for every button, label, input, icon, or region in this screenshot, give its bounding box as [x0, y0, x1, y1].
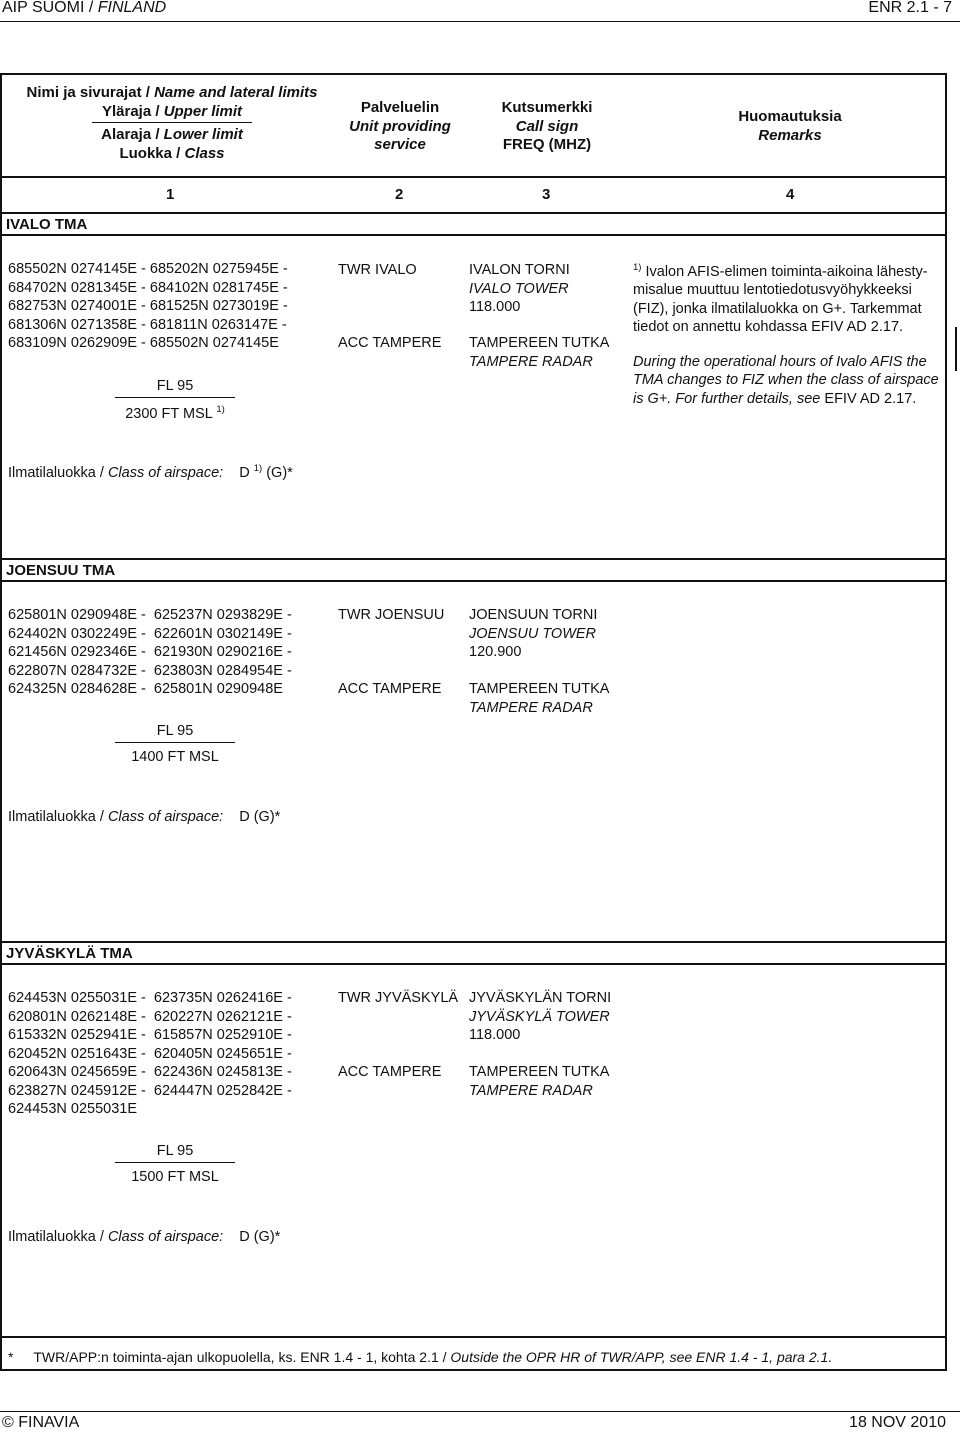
callsign-radar: TAMPEREEN TUTKA TAMPERE RADAR — [469, 335, 610, 370]
callsign-radar: TAMPEREEN TUTKA TAMPERE RADAR — [469, 681, 610, 716]
lateral-limits: 625801N 0290948E - 625237N 0293829E - 624402N 0302249E - 622601N 0302149E - 621456N 0292346E - 621930N 0290216E - 622807N 0284732E - 623803N 0284954E - 624325N 0284628E - 625801N 0290948E — [8, 607, 292, 697]
airspace-class: Ilmatilaluokka / Class of airspace: D (G)* — [8, 809, 281, 825]
change-bar — [955, 327, 957, 371]
page-number: ENR 2.1 - 7 — [868, 0, 952, 16]
frequency: 118.000 — [469, 299, 521, 315]
page-header — [0, 0, 960, 18]
section-title: JOENSUU TMA — [6, 562, 116, 579]
column-number-1: 1 — [166, 186, 175, 203]
lateral-limits: 624453N 0255031E - 623735N 0262416E - 620801N 0262148E - 620227N 0262121E - 615332N 0252941E - 615857N 0252910E - 620452N 0251643E - 620405N 0245651E - 620643N 0245659E - 622436N 0245813E - 623827N 0245912E - 624447N 0252842E - 624453N 0255031E — [8, 990, 292, 1117]
callsign-tower: JOENSUUN TORNI JOENSUU TOWER 120.900 — [469, 607, 598, 660]
section-title: IVALO TMA — [6, 216, 88, 233]
upper-limit: FL 95 — [115, 1143, 235, 1163]
lateral-limits: 685502N 0274145E - 685202N 0275945E - 684702N 0281345E - 684102N 0281745E - 682753N 0274001E - 681525N 0273019E - 681306N 0271358E - 681811N 0263147E - 683109N 0262909E - 685502N 0274145E — [8, 261, 288, 351]
lower-limit: 2300 FT MSL $^{1)}$ — [125, 404, 225, 422]
header-rule — [0, 21, 960, 22]
footnote-rule — [0, 1336, 947, 1338]
unit-acc: ACC TAMPERE — [338, 1064, 442, 1080]
unit-acc: ACC TAMPERE — [338, 335, 442, 351]
upper-limit: FL 95 — [115, 378, 235, 398]
vertical-limits — [115, 1143, 235, 1185]
column-number-3: 3 — [542, 186, 551, 203]
callsign-tower: IVALON TORNI IVALO TOWER 118.000 — [469, 262, 570, 315]
column-number-4: 4 — [786, 186, 795, 203]
section-band-ivalo — [0, 212, 947, 236]
callsign-radar: TAMPEREEN TUTKA TAMPERE RADAR — [469, 1064, 610, 1099]
column-number-2: 2 — [395, 186, 404, 203]
remarks: $^{1)}$ Ivalon AFIS-elimen toiminta-aikoina lähesty- misalue muuttuu lentotiedotusvyöhykkeeksi (FIZ), jonka ilmatilaluokka on G+. Tarkemmat tiedot on annettu kohdassa EFIV AD 2.17. During the operational hours of Ivalo AFIS the TMA changes to FIZ when the class of airspace is G+. For further details, see EFIV AD 2.17. — [633, 262, 939, 407]
copyright: © FINAVIA — [2, 1414, 80, 1431]
column-heading-3: Kutsumerkki Call sign FREQ (MHZ) — [501, 99, 593, 153]
vertical-limits — [115, 378, 235, 422]
publication-date: 18 NOV 2010 — [849, 1414, 946, 1431]
section-title: JYVÄSKYLÄ TMA — [6, 945, 133, 962]
section-band-joensuu — [0, 558, 947, 582]
unit-twr: TWR JYVÄSKYLÄ — [338, 990, 459, 1006]
callsign-tower: JYVÄSKYLÄN TORNI JYVÄSKYLÄ TOWER 118.000 — [469, 990, 612, 1043]
section-band-jyvaskyla — [0, 941, 947, 965]
column-heading-4: Huomautuksia Remarks — [738, 108, 842, 144]
column-heading-1: Nimi ja sivurajat / Name and lateral limits Yläraja / Upper limit Alaraja / Lower limit Luokka / Class — [26, 84, 318, 162]
airspace-class: Ilmatilaluokka / Class of airspace: D $^{1)}$ (G)* — [8, 463, 293, 481]
footnote: * TWR/APP:n toiminta-ajan ulkopuolella, ks. ENR 1.4 - 1, kohta 2.1 / Outside the OPR HR of TWR/APP, see ENR 1.4 - 1, para 2.1. — [8, 1349, 833, 1365]
unit-acc: ACC TAMPERE — [338, 681, 442, 697]
column-heading-2: Palveluelin Unit providing service — [349, 99, 451, 153]
frequency: 120.900 — [469, 644, 522, 660]
airspace-class: Ilmatilaluokka / Class of airspace: D (G)* — [8, 1229, 281, 1245]
vertical-limits — [115, 723, 235, 765]
unit-twr: TWR JOENSUU — [338, 607, 445, 623]
lower-limit: 1500 FT MSL — [131, 1169, 219, 1185]
frequency: 118.000 — [469, 1027, 521, 1043]
lower-limit: 1400 FT MSL — [131, 749, 219, 765]
publication-title: AIP SUOMI / FINLAND — [2, 0, 167, 16]
footer-rule — [0, 1411, 960, 1412]
heading-rule — [0, 176, 947, 178]
unit-twr: TWR IVALO — [338, 262, 417, 278]
upper-limit: FL 95 — [115, 723, 235, 743]
